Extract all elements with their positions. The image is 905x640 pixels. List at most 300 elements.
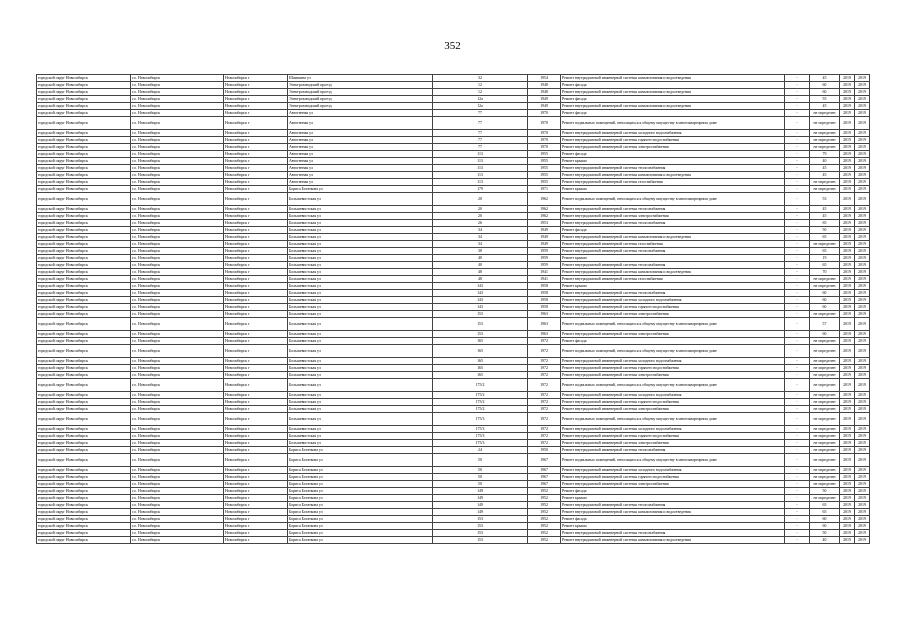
street-cell: Бориса Богаткова ул xyxy=(288,447,433,454)
end-year-cell: 2019 xyxy=(855,82,870,89)
end-year-cell: 2019 xyxy=(855,358,870,365)
start-year-cell: 2019 xyxy=(840,283,855,290)
cost-cell: не определен xyxy=(810,110,840,117)
district-cell: городской округ Новосибирск xyxy=(37,433,131,440)
dash-cell: - xyxy=(785,137,810,144)
city-cell: Новосибирск г xyxy=(224,474,288,481)
dash-cell: - xyxy=(785,440,810,447)
municipality-cell: г.о. Новосибирск xyxy=(131,206,224,213)
cost-cell: не определен xyxy=(810,372,840,379)
year-cell: 1959 xyxy=(528,262,561,269)
municipality-cell: г.о. Новосибирск xyxy=(131,89,224,96)
work-type-cell: Ремонт внутридомовой инженерной системы электроснабжения xyxy=(561,331,785,338)
end-year-cell: 2019 xyxy=(855,502,870,509)
dash-cell: - xyxy=(785,399,810,406)
district-cell: городской округ Новосибирск xyxy=(37,495,131,502)
table-row xyxy=(37,117,870,130)
table-row xyxy=(37,269,870,276)
district-cell: городской округ Новосибирск xyxy=(37,276,131,283)
end-year-cell: 2019 xyxy=(855,365,870,372)
street-cell: Большевистская ул xyxy=(288,406,433,413)
end-year-cell: 2019 xyxy=(855,318,870,331)
street-cell: Автогенная ул xyxy=(288,172,433,179)
dash-cell: - xyxy=(785,454,810,467)
start-year-cell: 2019 xyxy=(840,474,855,481)
street-cell: Большевистская ул xyxy=(288,399,433,406)
city-cell: Новосибирск г xyxy=(224,227,288,234)
end-year-cell: 2019 xyxy=(855,530,870,537)
city-cell: Новосибирск г xyxy=(224,290,288,297)
table-row xyxy=(37,241,870,248)
table-row xyxy=(37,213,870,220)
cost-cell: 45 xyxy=(810,172,840,179)
cost-cell: 19 xyxy=(810,255,840,262)
work-type-cell: Ремонт фасада xyxy=(561,82,785,89)
cost-cell: 50 xyxy=(810,488,840,495)
house-number-cell: 77 xyxy=(433,137,528,144)
dash-cell: - xyxy=(785,165,810,172)
year-cell: 1949 xyxy=(528,234,561,241)
cost-cell: не определен xyxy=(810,358,840,365)
street-cell: Большевистская ул xyxy=(288,338,433,345)
year-cell: 1972 xyxy=(528,379,561,392)
start-year-cell: 2019 xyxy=(840,372,855,379)
start-year-cell: 2019 xyxy=(840,172,855,179)
end-year-cell: 2019 xyxy=(855,297,870,304)
district-cell: городской округ Новосибирск xyxy=(37,399,131,406)
year-cell: 1963 xyxy=(528,331,561,338)
start-year-cell: 2019 xyxy=(840,75,855,82)
district-cell: городской округ Новосибирск xyxy=(37,220,131,227)
house-number-cell: 50 xyxy=(433,454,528,467)
end-year-cell: 2019 xyxy=(855,406,870,413)
street-cell: Шамшина ул xyxy=(288,75,433,82)
works-table xyxy=(36,74,870,544)
start-year-cell: 2019 xyxy=(840,311,855,318)
end-year-cell: 2019 xyxy=(855,413,870,426)
year-cell: 1972 xyxy=(528,426,561,433)
municipality-cell: г.о. Новосибирск xyxy=(131,82,224,89)
year-cell: 1959 xyxy=(528,255,561,262)
table-row xyxy=(37,283,870,290)
house-number-cell: 50 xyxy=(433,474,528,481)
year-cell: 1955 xyxy=(528,165,561,172)
table-row xyxy=(37,220,870,227)
street-cell: Электрозаводский проезд xyxy=(288,89,433,96)
work-type-cell: Ремонт внутридомовой инженерной системы теплоснабжения xyxy=(561,530,785,537)
work-type-cell: Ремонт крыши xyxy=(561,186,785,193)
table-row xyxy=(37,304,870,311)
street-cell: Бориса Богаткова ул xyxy=(288,488,433,495)
municipality-cell: г.о. Новосибирск xyxy=(131,297,224,304)
year-cell: 1970 xyxy=(528,130,561,137)
end-year-cell: 2019 xyxy=(855,399,870,406)
municipality-cell: г.о. Новосибирск xyxy=(131,488,224,495)
street-cell: Большевистская ул xyxy=(288,426,433,433)
dash-cell: - xyxy=(785,276,810,283)
city-cell: Новосибирск г xyxy=(224,213,288,220)
district-cell: городской округ Новосибирск xyxy=(37,165,131,172)
dash-cell: - xyxy=(785,82,810,89)
district-cell: городской округ Новосибирск xyxy=(37,440,131,447)
dash-cell: - xyxy=(785,502,810,509)
municipality-cell: г.о. Новосибирск xyxy=(131,130,224,137)
municipality-cell: г.о. Новосибирск xyxy=(131,392,224,399)
municipality-cell: г.о. Новосибирск xyxy=(131,509,224,516)
city-cell: Новосибирск г xyxy=(224,379,288,392)
table-row xyxy=(37,255,870,262)
city-cell: Новосибирск г xyxy=(224,151,288,158)
start-year-cell: 2019 xyxy=(840,186,855,193)
year-cell: 1967 xyxy=(528,474,561,481)
house-number-cell: 153 xyxy=(433,331,528,338)
work-type-cell: Ремонт внутридомовой инженерной системы газоснабжения xyxy=(561,179,785,186)
street-cell: Автогенная ул xyxy=(288,179,433,186)
street-cell: Большевистская ул xyxy=(288,365,433,372)
work-type-cell: Ремонт фасада xyxy=(561,227,785,234)
cost-cell: 79 xyxy=(810,151,840,158)
house-number-cell: 113 xyxy=(433,172,528,179)
city-cell: Новосибирск г xyxy=(224,179,288,186)
cost-cell: 45 xyxy=(810,103,840,110)
municipality-cell: г.о. Новосибирск xyxy=(131,75,224,82)
year-cell: 1952 xyxy=(528,516,561,523)
municipality-cell: г.о. Новосибирск xyxy=(131,516,224,523)
work-type-cell: Ремонт внутридомовой инженерной системы электроснабжения xyxy=(561,406,785,413)
cost-cell: 40 xyxy=(810,158,840,165)
year-cell: 1950 xyxy=(528,447,561,454)
year-cell: 1972 xyxy=(528,345,561,358)
district-cell: городской округ Новосибирск xyxy=(37,75,131,82)
year-cell: 1972 xyxy=(528,433,561,440)
city-cell: Новосибирск г xyxy=(224,399,288,406)
dash-cell: - xyxy=(785,283,810,290)
year-cell: 1972 xyxy=(528,392,561,399)
dash-cell: - xyxy=(785,110,810,117)
municipality-cell: г.о. Новосибирск xyxy=(131,137,224,144)
cost-cell: не определен xyxy=(810,399,840,406)
city-cell: Новосибирск г xyxy=(224,454,288,467)
city-cell: Новосибирск г xyxy=(224,537,288,544)
dash-cell: - xyxy=(785,467,810,474)
work-type-cell: Ремонт крыши xyxy=(561,158,785,165)
year-cell: 1952 xyxy=(528,488,561,495)
city-cell: Новосибирск г xyxy=(224,481,288,488)
city-cell: Новосибирск г xyxy=(224,103,288,110)
house-number-cell: 113 xyxy=(433,165,528,172)
district-cell: городской округ Новосибирск xyxy=(37,467,131,474)
house-number-cell: 165 xyxy=(433,338,528,345)
table-row xyxy=(37,158,870,165)
end-year-cell: 2019 xyxy=(855,248,870,255)
dash-cell: - xyxy=(785,262,810,269)
start-year-cell: 2019 xyxy=(840,488,855,495)
street-cell: Большевистская ул xyxy=(288,262,433,269)
house-number-cell: 165 xyxy=(433,365,528,372)
street-cell: Бориса Богаткова ул xyxy=(288,530,433,537)
year-cell: 1955 xyxy=(528,158,561,165)
dash-cell: - xyxy=(785,331,810,338)
district-cell: городской округ Новосибирск xyxy=(37,488,131,495)
table-row xyxy=(37,331,870,338)
street-cell: Большевистская ул xyxy=(288,269,433,276)
municipality-cell: г.о. Новосибирск xyxy=(131,331,224,338)
year-cell: 1972 xyxy=(528,440,561,447)
street-cell: Большевистская ул xyxy=(288,372,433,379)
city-cell: Новосибирск г xyxy=(224,158,288,165)
year-cell: 1959 xyxy=(528,248,561,255)
table-row xyxy=(37,186,870,193)
district-cell: городской округ Новосибирск xyxy=(37,530,131,537)
city-cell: Новосибирск г xyxy=(224,502,288,509)
district-cell: городской округ Новосибирск xyxy=(37,96,131,103)
city-cell: Новосибирск г xyxy=(224,137,288,144)
municipality-cell: г.о. Новосибирск xyxy=(131,413,224,426)
district-cell: городской округ Новосибирск xyxy=(37,392,131,399)
dash-cell: - xyxy=(785,413,810,426)
street-cell: Большевистская ул xyxy=(288,213,433,220)
house-number-cell: 153 xyxy=(433,530,528,537)
house-number-cell: 38 xyxy=(433,248,528,255)
end-year-cell: 2019 xyxy=(855,447,870,454)
house-number-cell: 175/3 xyxy=(433,426,528,433)
end-year-cell: 2019 xyxy=(855,516,870,523)
end-year-cell: 2019 xyxy=(855,433,870,440)
dash-cell: - xyxy=(785,227,810,234)
district-cell: городской округ Новосибирск xyxy=(37,311,131,318)
cost-cell: 60 xyxy=(810,304,840,311)
end-year-cell: 2019 xyxy=(855,331,870,338)
city-cell: Новосибирск г xyxy=(224,530,288,537)
work-type-cell: Ремонт подвальных помещений, относящихся к общему имуществу в многоквартирном доме xyxy=(561,345,785,358)
district-cell: городской округ Новосибирск xyxy=(37,234,131,241)
year-cell: 1958 xyxy=(528,297,561,304)
start-year-cell: 2019 xyxy=(840,516,855,523)
year-cell: 1972 xyxy=(528,399,561,406)
cost-cell: не определен xyxy=(810,406,840,413)
table-row xyxy=(37,433,870,440)
house-number-cell: 12а xyxy=(433,96,528,103)
table-row xyxy=(37,137,870,144)
work-type-cell: Ремонт внутридомовой инженерной системы теплоснабжения xyxy=(561,447,785,454)
cost-cell: 65 xyxy=(810,502,840,509)
start-year-cell: 2019 xyxy=(840,537,855,544)
start-year-cell: 2019 xyxy=(840,481,855,488)
start-year-cell: 2019 xyxy=(840,433,855,440)
start-year-cell: 2019 xyxy=(840,255,855,262)
cost-cell: не определен xyxy=(810,345,840,358)
municipality-cell: г.о. Новосибирск xyxy=(131,537,224,544)
table-row xyxy=(37,392,870,399)
cost-cell: не определен xyxy=(810,186,840,193)
cost-cell: 57 xyxy=(810,318,840,331)
table-row xyxy=(37,454,870,467)
street-cell: Бориса Богаткова ул xyxy=(288,467,433,474)
cost-cell: 65 xyxy=(810,220,840,227)
house-number-cell: 153 xyxy=(433,318,528,331)
district-cell: городской округ Новосибирск xyxy=(37,248,131,255)
end-year-cell: 2019 xyxy=(855,193,870,206)
end-year-cell: 2019 xyxy=(855,426,870,433)
work-type-cell: Ремонт подвальных помещений, относящихся к общему имуществу в многоквартирном доме xyxy=(561,413,785,426)
city-cell: Новосибирск г xyxy=(224,110,288,117)
city-cell: Новосибирск г xyxy=(224,96,288,103)
dash-cell: - xyxy=(785,523,810,530)
city-cell: Новосибирск г xyxy=(224,206,288,213)
start-year-cell: 2019 xyxy=(840,96,855,103)
street-cell: Большевистская ул xyxy=(288,413,433,426)
district-cell: городской округ Новосибирск xyxy=(37,241,131,248)
dash-cell: - xyxy=(785,509,810,516)
work-type-cell: Ремонт внутридомовой инженерной системы холодного водоснабжения xyxy=(561,130,785,137)
street-cell: Автогенная ул xyxy=(288,165,433,172)
house-number-cell: 175/2 xyxy=(433,406,528,413)
city-cell: Новосибирск г xyxy=(224,234,288,241)
street-cell: Большевистская ул xyxy=(288,440,433,447)
district-cell: городской округ Новосибирск xyxy=(37,137,131,144)
dash-cell: - xyxy=(785,144,810,151)
city-cell: Новосибирск г xyxy=(224,255,288,262)
start-year-cell: 2019 xyxy=(840,213,855,220)
street-cell: Электрозаводский проезд xyxy=(288,103,433,110)
end-year-cell: 2019 xyxy=(855,283,870,290)
cost-cell: не определен xyxy=(810,426,840,433)
cost-cell: не определен xyxy=(810,474,840,481)
work-type-cell: Ремонт внутридомовой инженерной системы горячего водоснабжения xyxy=(561,433,785,440)
municipality-cell: г.о. Новосибирск xyxy=(131,379,224,392)
end-year-cell: 2019 xyxy=(855,172,870,179)
district-cell: городской округ Новосибирск xyxy=(37,172,131,179)
year-cell: 1952 xyxy=(528,523,561,530)
year-cell: 1958 xyxy=(528,304,561,311)
city-cell: Новосибирск г xyxy=(224,440,288,447)
end-year-cell: 2019 xyxy=(855,186,870,193)
district-cell: городской округ Новосибирск xyxy=(37,262,131,269)
start-year-cell: 2019 xyxy=(840,206,855,213)
work-type-cell: Ремонт крыши xyxy=(561,283,785,290)
district-cell: городской округ Новосибирск xyxy=(37,454,131,467)
municipality-cell: г.о. Новосибирск xyxy=(131,447,224,454)
start-year-cell: 2019 xyxy=(840,179,855,186)
municipality-cell: г.о. Новосибирск xyxy=(131,304,224,311)
district-cell: городской округ Новосибирск xyxy=(37,117,131,130)
municipality-cell: г.о. Новосибирск xyxy=(131,406,224,413)
street-cell: Бориса Богаткова ул xyxy=(288,523,433,530)
end-year-cell: 2019 xyxy=(855,213,870,220)
municipality-cell: г.о. Новосибирск xyxy=(131,186,224,193)
dash-cell: - xyxy=(785,193,810,206)
district-cell: городской округ Новосибирск xyxy=(37,151,131,158)
cost-cell: 60 xyxy=(810,523,840,530)
city-cell: Новосибирск г xyxy=(224,488,288,495)
work-type-cell: Ремонт внутридомовой инженерной системы газоснабжения xyxy=(561,276,785,283)
municipality-cell: г.о. Новосибирск xyxy=(131,103,224,110)
end-year-cell: 2019 xyxy=(855,241,870,248)
street-cell: Электрозаводский проезд xyxy=(288,82,433,89)
end-year-cell: 2019 xyxy=(855,345,870,358)
work-type-cell: Ремонт подвальных помещений, относящихся к общему имуществу в многоквартирном доме xyxy=(561,454,785,467)
street-cell: Большевистская ул xyxy=(288,227,433,234)
cost-cell: не определен xyxy=(810,179,840,186)
end-year-cell: 2019 xyxy=(855,304,870,311)
table-row xyxy=(37,144,870,151)
start-year-cell: 2019 xyxy=(840,234,855,241)
cost-cell: не определен xyxy=(810,467,840,474)
dash-cell: - xyxy=(785,392,810,399)
city-cell: Новосибирск г xyxy=(224,165,288,172)
district-cell: городской округ Новосибирск xyxy=(37,502,131,509)
municipality-cell: г.о. Новосибирск xyxy=(131,262,224,269)
table-row xyxy=(37,110,870,117)
cost-cell: не определен xyxy=(810,283,840,290)
start-year-cell: 2019 xyxy=(840,530,855,537)
table-row xyxy=(37,345,870,358)
start-year-cell: 2019 xyxy=(840,509,855,516)
house-number-cell: 175/2 xyxy=(433,379,528,392)
municipality-cell: г.о. Новосибирск xyxy=(131,220,224,227)
city-cell: Новосибирск г xyxy=(224,130,288,137)
table-row xyxy=(37,399,870,406)
municipality-cell: г.о. Новосибирск xyxy=(131,467,224,474)
street-cell: Автогенная ул xyxy=(288,158,433,165)
work-type-cell: Ремонт внутридомовой инженерной системы теплоснабжения xyxy=(561,502,785,509)
city-cell: Новосибирск г xyxy=(224,144,288,151)
dash-cell: - xyxy=(785,172,810,179)
start-year-cell: 2019 xyxy=(840,495,855,502)
table-row xyxy=(37,516,870,523)
district-cell: городской округ Новосибирск xyxy=(37,130,131,137)
end-year-cell: 2019 xyxy=(855,75,870,82)
city-cell: Новосибирск г xyxy=(224,433,288,440)
street-cell: Большевистская ул xyxy=(288,193,433,206)
start-year-cell: 2019 xyxy=(840,297,855,304)
work-type-cell: Ремонт внутридомовой инженерной системы электроснабжения xyxy=(561,311,785,318)
year-cell: 1952 xyxy=(528,530,561,537)
dash-cell: - xyxy=(785,297,810,304)
city-cell: Новосибирск г xyxy=(224,392,288,399)
work-type-cell: Ремонт подвальных помещений, относящихся к общему имуществу в многоквартирном доме xyxy=(561,117,785,130)
city-cell: Новосибирск г xyxy=(224,297,288,304)
house-number-cell: 26 xyxy=(433,220,528,227)
dash-cell: - xyxy=(785,248,810,255)
year-cell: 1962 xyxy=(528,213,561,220)
table-body xyxy=(37,75,870,544)
year-cell: 1970 xyxy=(528,144,561,151)
year-cell: 1952 xyxy=(528,502,561,509)
dash-cell: - xyxy=(785,304,810,311)
city-cell: Новосибирск г xyxy=(224,345,288,358)
district-cell: городской округ Новосибирск xyxy=(37,537,131,544)
start-year-cell: 2019 xyxy=(840,82,855,89)
cost-cell: 60 xyxy=(810,290,840,297)
dash-cell: - xyxy=(785,358,810,365)
street-cell: Большевистская ул xyxy=(288,379,433,392)
work-type-cell: Ремонт фасада xyxy=(561,110,785,117)
dash-cell: - xyxy=(785,379,810,392)
dash-cell: - xyxy=(785,117,810,130)
year-cell: 1955 xyxy=(528,151,561,158)
start-year-cell: 2019 xyxy=(840,379,855,392)
start-year-cell: 2019 xyxy=(840,392,855,399)
dash-cell: - xyxy=(785,103,810,110)
end-year-cell: 2019 xyxy=(855,234,870,241)
street-cell: Большевистская ул xyxy=(288,248,433,255)
district-cell: городской округ Новосибирск xyxy=(37,297,131,304)
dash-cell: - xyxy=(785,338,810,345)
dash-cell: - xyxy=(785,318,810,331)
house-number-cell: 143 xyxy=(433,297,528,304)
table-row xyxy=(37,89,870,96)
